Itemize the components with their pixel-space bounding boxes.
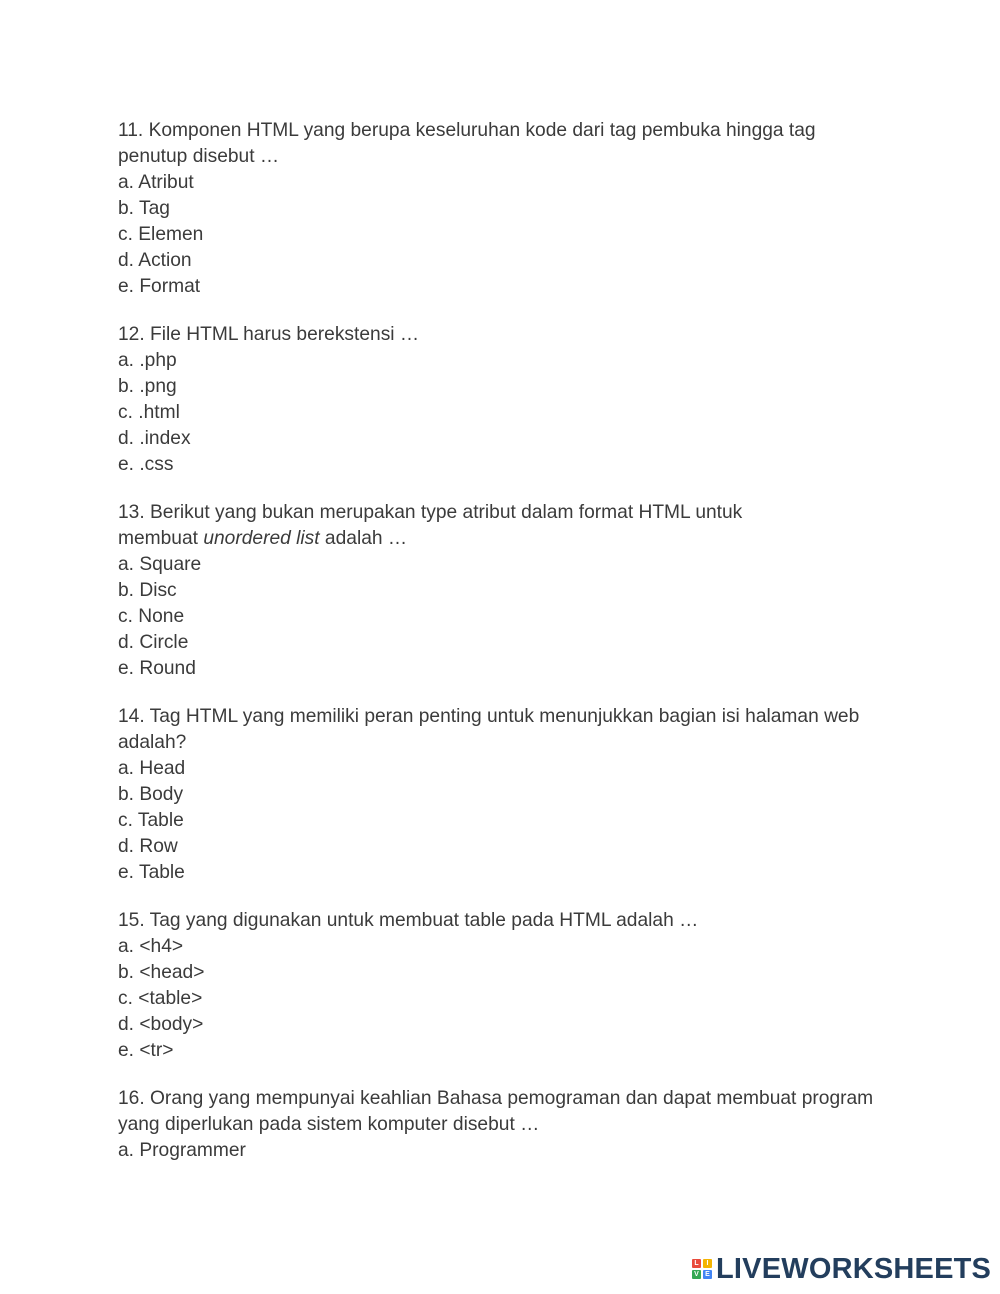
- answer-option: a. <h4>: [118, 936, 184, 957]
- answer-option: d. Row: [118, 836, 178, 857]
- question-text: penutup disebut …: [118, 146, 280, 167]
- question-text-part: membuat: [118, 528, 204, 549]
- question-text: 13. Berikut yang bukan merupakan type atribut dalam format HTML untuk: [118, 502, 743, 523]
- answer-option: e. .css: [118, 454, 174, 475]
- answer-option: e. <tr>: [118, 1040, 174, 1061]
- question-text: adalah?: [118, 732, 187, 753]
- answer-option: a. Programmer: [118, 1140, 246, 1161]
- answer-option: b. <head>: [118, 962, 205, 983]
- answer-option: c. None: [118, 606, 185, 627]
- logo-letter: I: [703, 1259, 712, 1268]
- question-12: [118, 322, 898, 478]
- answer-option: d. <body>: [118, 1014, 204, 1035]
- question-16: [118, 1086, 898, 1164]
- liveworksheets-branding: [692, 1254, 991, 1284]
- answer-option: b. .png: [118, 376, 177, 397]
- answer-option: c. Elemen: [118, 224, 204, 245]
- question-text-part: adalah …: [319, 528, 408, 549]
- logo-letter: E: [703, 1270, 712, 1279]
- liveworksheets-logo-icon: [692, 1259, 712, 1279]
- question-text: 12. File HTML harus berekstensi …: [118, 324, 420, 345]
- answer-option: b. Body: [118, 784, 184, 805]
- question-15: [118, 908, 898, 1064]
- answer-option: a. .php: [118, 350, 177, 371]
- brand-text: LIVEWORKSHEETS: [716, 1252, 992, 1285]
- question-text: 16. Orang yang mempunyai keahlian Bahasa pemograman dan dapat membuat program: [118, 1088, 874, 1109]
- question-14: [118, 704, 898, 886]
- answer-option: c. .html: [118, 402, 180, 423]
- logo-letter: L: [692, 1259, 701, 1268]
- answer-option: a. Atribut: [118, 172, 194, 193]
- answer-option: e. Round: [118, 658, 196, 679]
- logo-letter: V: [692, 1270, 701, 1279]
- answer-option: a. Square: [118, 554, 202, 575]
- answer-option: d. Circle: [118, 632, 189, 653]
- question-text: yang diperlukan pada sistem komputer disebut …: [118, 1114, 540, 1135]
- worksheet-content: [118, 118, 898, 1186]
- question-text: 11. Komponen HTML yang berupa keseluruhan kode dari tag pembuka hingga tag: [118, 120, 816, 141]
- answer-option: c. <table>: [118, 988, 203, 1009]
- answer-option: d. Action: [118, 250, 192, 271]
- answer-option: c. Table: [118, 810, 184, 831]
- answer-option: b. Tag: [118, 198, 170, 219]
- question-text: 15. Tag yang digunakan untuk membuat table pada HTML adalah …: [118, 910, 699, 931]
- answer-option: a. Head: [118, 758, 186, 779]
- answer-option: d. .index: [118, 428, 191, 449]
- question-text: 14. Tag HTML yang memiliki peran penting untuk menunjukkan bagian isi halaman web: [118, 706, 860, 727]
- answer-option: b. Disc: [118, 580, 177, 601]
- question-text-emphasis: unordered list: [203, 528, 320, 549]
- answer-option: e. Format: [118, 276, 201, 297]
- question-13: [118, 500, 898, 682]
- question-text: [118, 526, 898, 552]
- answer-option: e. Table: [118, 862, 185, 883]
- question-11: [118, 118, 898, 300]
